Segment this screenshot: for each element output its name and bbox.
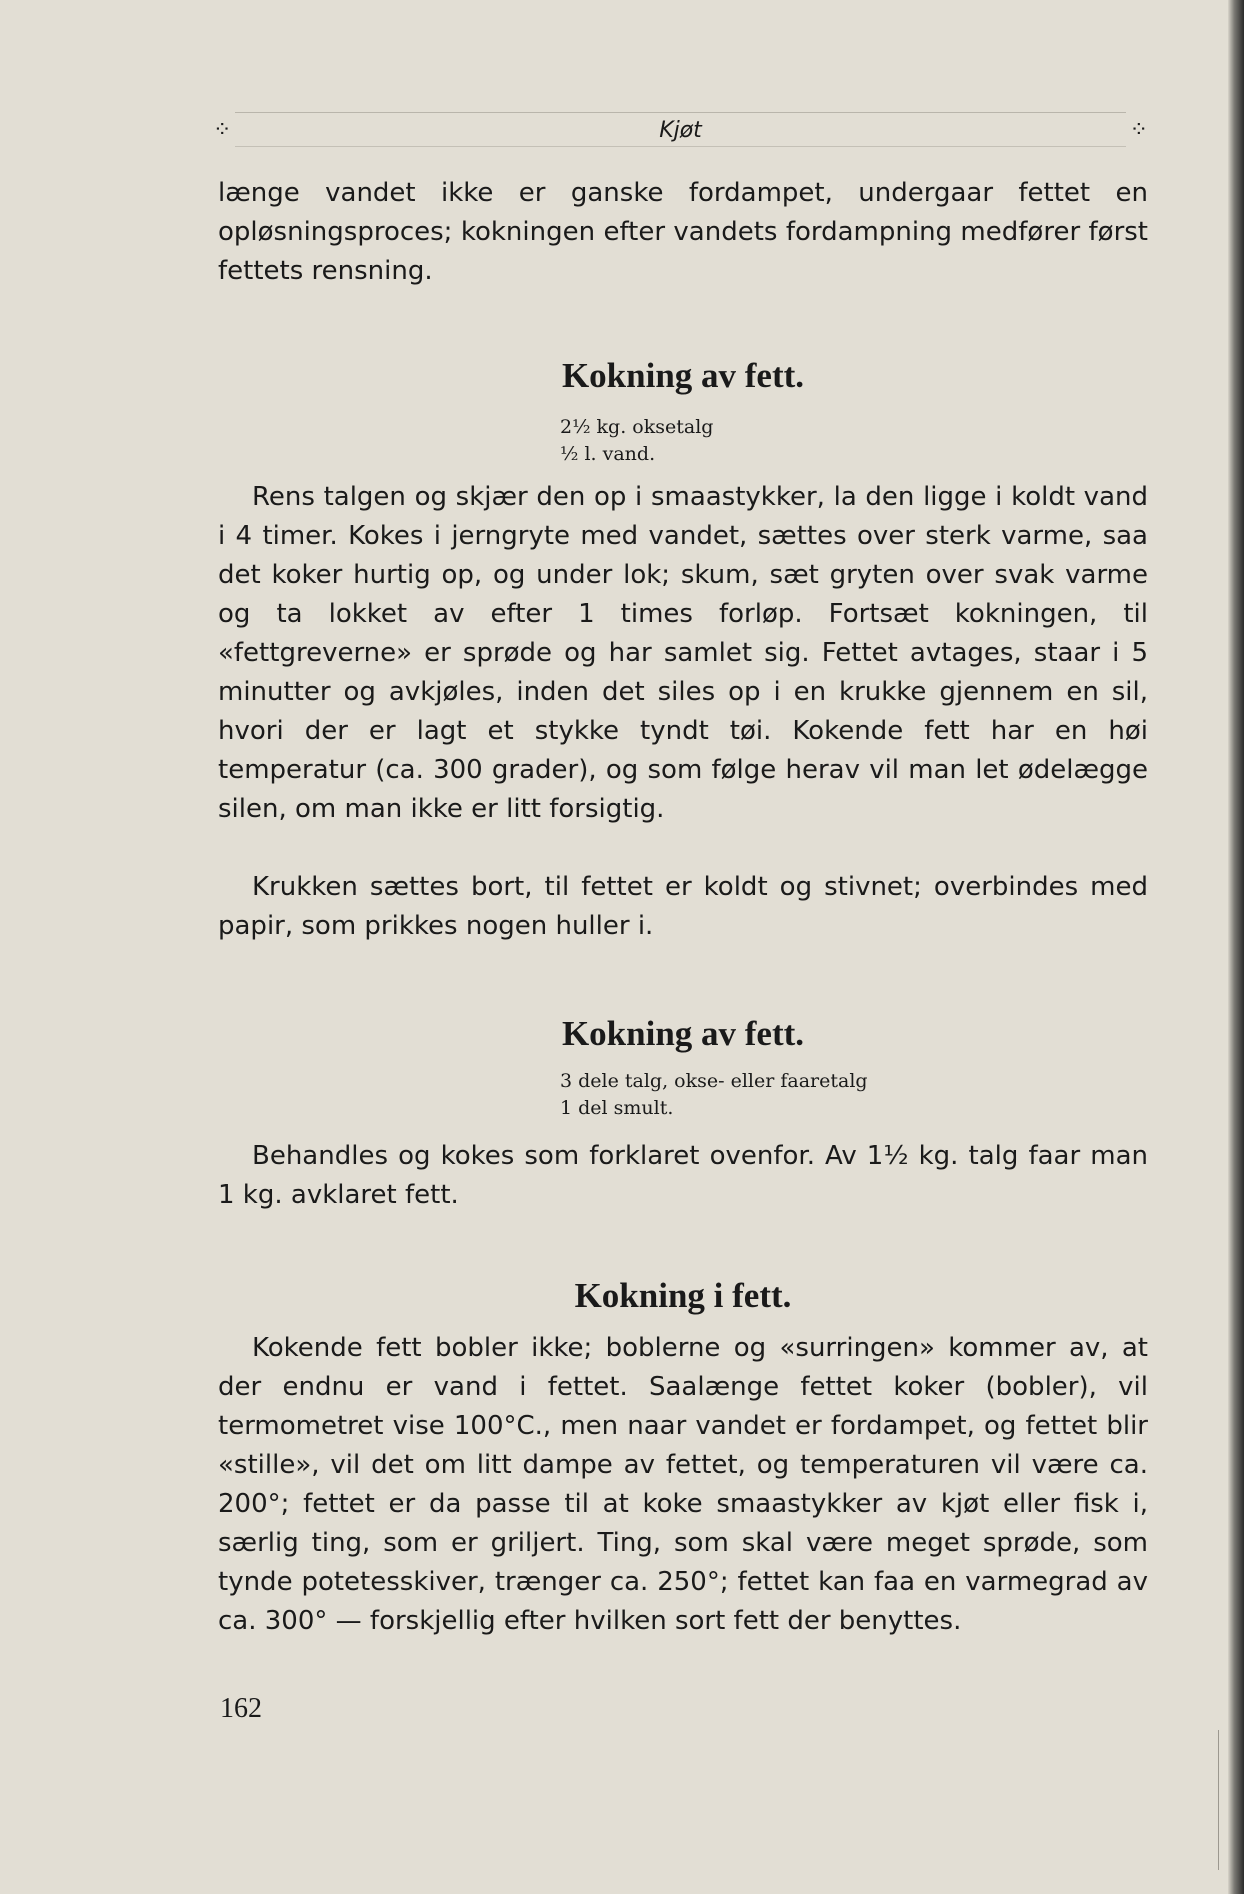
margin-line [1218,1730,1219,1870]
ingredient-item: 1 del smult. [560,1097,674,1119]
section2-ingredients [560,1068,868,1122]
header-rule-top [235,112,1126,113]
section1-ingredients [560,414,713,468]
section2-paragraph: Behandles og kokes som forklaret ovenfor. Av 1½ kg. talg faar man 1 kg. avklaret fett. [218,1141,1148,1210]
ornament-left-icon: ⁘ [213,118,232,143]
running-head [213,112,1148,146]
section2-heading: Kokning av fett. [561,1014,805,1053]
ingredient-item: 3 dele talg, okse- eller faaretalg [560,1070,868,1092]
ingredient-item: ½ l. vand. [560,443,656,465]
section3-heading: Kokning i fett. [574,1276,792,1315]
intro-paragraph: længe vandet ikke er ganske fordampet, undergaar fettet en opløsningsproces; kokningen efter vandets fordampning medfører først fettets rensning. [218,178,1148,286]
ingredient-item: 2½ kg. oksetalg [560,416,714,438]
page-number: 162 [220,1693,262,1724]
section1-heading: Kokning av fett. [561,356,805,395]
running-head-title: Kjøt [659,118,702,143]
section1-paragraph-2: Krukken sættes bort, til fettet er koldt og stivnet; overbindes med papir, som prikkes nogen huller i. [218,872,1148,941]
section3-paragraph: Kokende fett bobler ikke; boblerne og «surringen» kommer av, at der endnu er vand i fettet. Saalænge fettet koker (bobler), vil termometret vise 100°C., men naar vandet er fordampet, og fettet blir «stille», vil det om litt dampe av fettet, og temperaturen vil være ca. 200°; fettet er da passe til at koke smaastykker av kjøt eller fisk i, særlig ting, som er griljert. Ting, som skal være meget sprøde, som tynde potetesskiver, trænger ca. 250°; fettet kan faa en varmegrad av ca. 300° — forskjellig efter hvilken sort fett der benyttes. [218,1333,1148,1636]
page-edge-shadow [1228,0,1244,1894]
section1-paragraph-1: Rens talgen og skjær den op i smaastykker, la den ligge i koldt vand i 4 timer. Kokes i jerngryte med vandet, sættes over sterk varme, saa det koker hurtig op, og under lok; skum, sæt gryten over svak varme og ta lokket av efter 1 times forløp. Fortsæt kokningen, til «fettgreverne» er sprøde og har samlet sig. Fettet avtages, staar i 5 minutter og avkjøles, inden det siles op i en krukke gjennem en sil, hvori der er lagt et stykke tyndt tøi. Kokende fett har en høi temperatur (ca. 300 grader), og som følge herav vil man let ødelægge silen, om man ikke er litt forsigtig. [218,482,1148,824]
ornament-right-icon: ⁘ [1129,118,1148,143]
header-rule-bottom [235,146,1126,147]
